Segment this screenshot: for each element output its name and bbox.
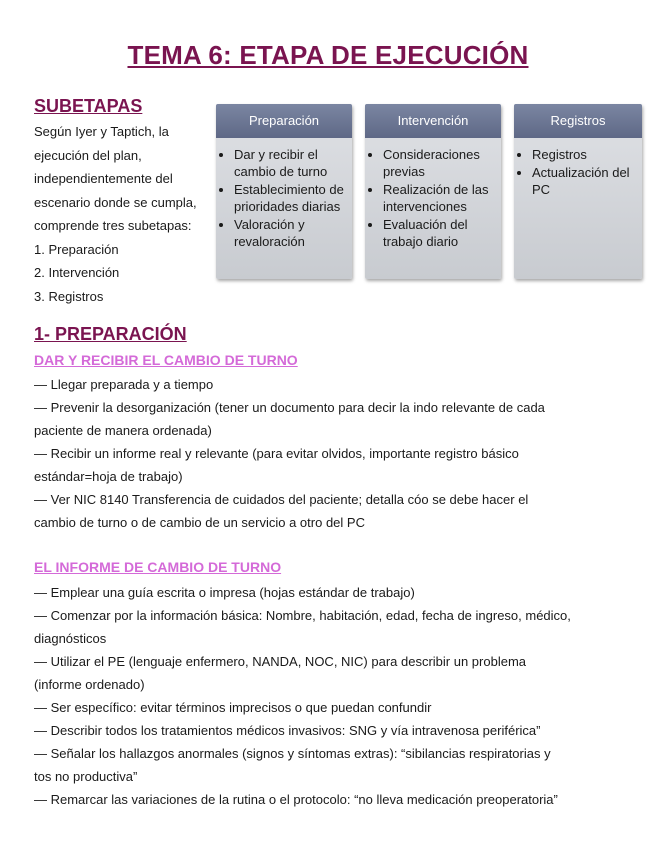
text-line: — Emplear una guía escrita o impresa (hojas estándar de trabajo) (34, 585, 415, 600)
text-line: — Llegar preparada y a tiempo (34, 377, 214, 392)
preparacion-heading: 1- PREPARACIÓN (34, 324, 187, 344)
text-line: paciente de manera ordenada) (34, 423, 212, 438)
diagram-bullet: • Consideraciones previas (383, 146, 495, 180)
diagram-box-list (365, 146, 501, 250)
text-line: — Prevenir la desorganización (tener un documento para decir la indo relevante de cada (34, 400, 545, 415)
diagram-bullet: • Establecimiento de prioridades diarias (234, 181, 346, 215)
informe-heading: EL INFORME DE CAMBIO DE TURNO (34, 559, 282, 575)
subetapas-intro (34, 120, 214, 308)
diagram-box-title: Registros (514, 104, 642, 138)
diagram-bullet: • Dar y recibir el cambio de turno (234, 146, 346, 180)
diagram-bullet: • Actualización del PC (532, 164, 636, 198)
subetapa-item: 3. Registros (34, 288, 104, 304)
text-line: estándar=hoja de trabajo) (34, 469, 183, 484)
text-line: tos no productiva” (34, 769, 138, 784)
subetapa-item: 1. Preparación (34, 241, 119, 257)
intro-line: independientemente del (34, 171, 173, 186)
diagram-box-preparacion (216, 104, 352, 279)
text-line: — Describir todos los tratamientos médicos invasivos: SNG y vía intravenosa periférica” (34, 723, 541, 738)
informe-text (34, 581, 634, 811)
diagram-box-list (216, 146, 352, 250)
diagram-box-title: Intervención (365, 104, 501, 138)
intro-line: comprende tres subetapas: (34, 218, 192, 233)
text-line: — Comenzar por la información básica: Nombre, habitación, edad, fecha de ingreso, médico, (34, 608, 571, 623)
diagram-box-intervencion (365, 104, 501, 279)
diagram-box-registros (514, 104, 642, 279)
diagram-bullet: • Registros (532, 146, 636, 163)
diagram-box-title: Preparación (216, 104, 352, 138)
text-line: — Ser específico: evitar términos imprecisos o que puedan confundir (34, 700, 432, 715)
page-title: TEMA 6: ETAPA DE EJECUCIÓN (127, 40, 529, 70)
diagram-bullet: • Valoración y revaloración (234, 216, 346, 250)
intro-line: escenario donde se cumpla, (34, 194, 197, 210)
text-line: cambio de turno o de cambio de un servicio a otro del PC (34, 515, 365, 530)
intro-line: Según Iyer y Taptich, la (34, 124, 169, 139)
text-line: — Señalar los hallazgos anormales (signos y síntomas extras): “sibilancias respiratorias y (34, 746, 551, 761)
cambio-turno-text (34, 373, 634, 534)
text-line: — Remarcar las variaciones de la rutina o el protocolo: “no lleva medicación preoperatoria” (34, 792, 558, 807)
diagram-bullet: • Realización de las intervenciones (383, 181, 495, 215)
diagram-box-list (514, 146, 642, 198)
diagram-bullet: • Evaluación del trabajo diario (383, 216, 495, 250)
text-line: — Ver NIC 8140 Transferencia de cuidados del paciente; detalla cóo se debe hacer el (34, 492, 529, 507)
cambio-turno-heading: DAR Y RECIBIR EL CAMBIO DE TURNO (34, 352, 298, 368)
subetapa-item: 2. Intervención (34, 265, 120, 280)
intro-line: ejecución del plan, (34, 147, 142, 163)
subetapas-heading: SUBETAPAS (34, 96, 143, 116)
text-line: — Recibir un informe real y relevante (para evitar olvidos, importante registro básico (34, 446, 519, 461)
text-line: (informe ordenado) (34, 677, 145, 692)
text-line: — Utilizar el PE (lenguaje enfermero, NANDA, NOC, NIC) para describir un problema (34, 654, 527, 669)
text-line: diagnósticos (34, 631, 107, 646)
